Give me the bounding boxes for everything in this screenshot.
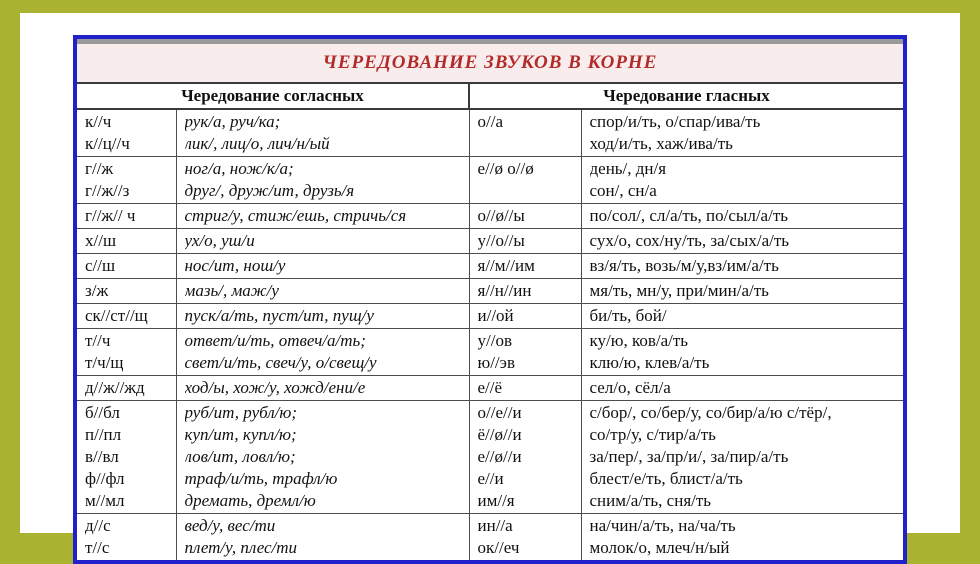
left-pattern-cell xyxy=(77,376,176,401)
right-pattern-cell xyxy=(469,376,581,401)
right-examples-cell xyxy=(581,304,903,329)
left-pattern-cell xyxy=(77,514,176,561)
left-pattern-cell xyxy=(77,204,176,229)
left-pattern-cell-line: м//мл xyxy=(85,491,125,510)
right-pattern-cell-line: ю//эв xyxy=(477,353,515,372)
left-examples-cell xyxy=(176,279,469,304)
right-examples-cell xyxy=(581,157,903,204)
table-row xyxy=(77,204,903,229)
right-pattern-cell-line: ин//а xyxy=(477,516,513,535)
alternation-grid xyxy=(77,84,903,560)
left-pattern-cell-line: г//ж xyxy=(85,159,114,178)
header-row xyxy=(77,84,903,109)
right-examples-cell-line: сух/о, сох/ну/ть, за/сых/а/ть xyxy=(589,231,790,250)
right-pattern-cell-line: ок//еч xyxy=(477,538,520,557)
left-pattern-cell-line: п//пл xyxy=(85,425,122,444)
right-examples-cell xyxy=(581,401,903,514)
right-pattern-cell xyxy=(469,254,581,279)
left-pattern-cell xyxy=(77,279,176,304)
right-pattern-cell-line: я//н//ин xyxy=(477,281,532,300)
right-examples-cell-line: блест/е/ть, блист/а/ть xyxy=(589,469,743,488)
right-pattern-cell-line: е//ø//и xyxy=(477,447,522,466)
right-examples-cell xyxy=(581,109,903,157)
left-examples-cell xyxy=(176,229,469,254)
left-pattern-cell-line: г//ж//з xyxy=(85,181,130,200)
right-examples-cell-line: ку/ю, ков/а/ть xyxy=(589,331,689,350)
right-examples-cell-line: вз/я/ть, возь/м/у,вз/им/а/ть xyxy=(589,256,779,275)
left-examples-cell-line: дремать, дремл/ю xyxy=(184,491,316,510)
right-examples-cell-line: день/, дн/я xyxy=(589,159,667,178)
right-pattern-cell-line: ё//ø//и xyxy=(477,425,522,444)
right-pattern-cell-line: о//ø//ы xyxy=(477,206,525,225)
left-examples-cell xyxy=(176,401,469,514)
left-examples-cell-line: вед/у, вес/ти xyxy=(184,516,276,535)
right-pattern-cell-line: е//ø о//ø xyxy=(477,159,534,178)
right-examples-cell-line: сним/а/ть, сня/ть xyxy=(589,491,712,510)
left-pattern-cell-line: т/ч/щ xyxy=(85,353,124,372)
column-header-consonants: Чередование согласных xyxy=(77,84,469,109)
left-pattern-cell-line: з/ж xyxy=(85,281,109,300)
left-examples-cell-line: лик/, лиц/о, лич/н/ый xyxy=(184,134,330,153)
left-examples-cell-line: траф/и/ть, трафл/ю xyxy=(184,469,338,488)
right-examples-cell xyxy=(581,329,903,376)
left-pattern-cell-line: с//ш xyxy=(85,256,116,275)
right-examples-cell-line: молок/о, млеч/н/ый xyxy=(589,538,730,557)
right-examples-cell-line: мя/ть, мн/у, при/мин/а/ть xyxy=(589,281,769,300)
table-row xyxy=(77,329,903,376)
left-pattern-cell xyxy=(77,109,176,157)
left-pattern-cell xyxy=(77,329,176,376)
right-examples-cell-line: со/тр/у, с/тир/а/ть xyxy=(589,425,716,444)
right-examples-cell xyxy=(581,376,903,401)
left-pattern-cell-line: к//ц//ч xyxy=(85,134,130,153)
right-examples-cell xyxy=(581,279,903,304)
left-pattern-cell-line: ф//фл xyxy=(85,469,125,488)
left-examples-cell-line: пуск/а/ть, пуст/ит, пущ/у xyxy=(184,306,374,325)
right-pattern-cell xyxy=(469,514,581,561)
right-pattern-cell-line: е//и xyxy=(477,469,504,488)
left-examples-cell-line: друг/, друж/ит, друзь/я xyxy=(184,181,355,200)
right-examples-cell xyxy=(581,514,903,561)
left-pattern-cell xyxy=(77,401,176,514)
right-examples-cell xyxy=(581,254,903,279)
left-examples-cell-line: ответ/и/ть, отвеч/а/ть; xyxy=(184,331,366,350)
left-pattern-cell-line: т//ч xyxy=(85,331,111,350)
left-examples-cell xyxy=(176,254,469,279)
left-examples-cell-line: ух/о, уш/и xyxy=(184,231,255,250)
left-pattern-cell xyxy=(77,254,176,279)
left-pattern-cell-line: х//ш xyxy=(85,231,117,250)
left-examples-cell xyxy=(176,376,469,401)
right-pattern-cell xyxy=(469,279,581,304)
left-pattern-cell-line: в//вл xyxy=(85,447,119,466)
column-header-vowels: Чередование гласных xyxy=(469,84,903,109)
page-title: ЧЕРЕДОВАНИЕ ЗВУКОВ В КОРНЕ xyxy=(322,52,658,73)
left-examples-cell-line: руб/ит, рубл/ю; xyxy=(184,403,298,422)
right-pattern-cell-line: у//о//ы xyxy=(477,231,525,250)
slide-inner-paper xyxy=(20,13,960,557)
left-examples-cell-line: лов/ит, ловл/ю; xyxy=(184,447,296,466)
left-pattern-cell-line: г//ж// ч xyxy=(85,206,136,225)
right-examples-cell-line: клю/ю, клев/а/ть xyxy=(589,353,710,372)
left-pattern-cell-line: т//с xyxy=(85,538,110,557)
table-title-bar xyxy=(77,39,903,84)
right-examples-cell-line: би/ть, бой/ xyxy=(589,306,667,325)
left-examples-cell-line: плет/у, плес/ти xyxy=(184,538,298,557)
left-examples-cell-line: мазь/, маж/у xyxy=(184,281,279,300)
left-examples-cell xyxy=(176,304,469,329)
right-pattern-cell xyxy=(469,204,581,229)
left-pattern-cell-line: ск//ст//щ xyxy=(85,306,148,325)
left-pattern-cell xyxy=(77,304,176,329)
right-examples-cell-line: спор/и/ть, о/спар/ива/ть xyxy=(589,112,761,131)
left-examples-cell-line: рук/а, руч/ка; xyxy=(184,112,281,131)
right-pattern-cell-line: о//а xyxy=(477,112,503,131)
right-examples-cell-line: по/сол/, сл/а/ть, по/сыл/а/ть xyxy=(589,206,788,225)
right-examples-cell-line: сон/, сн/а xyxy=(589,181,657,200)
right-pattern-cell-line: о//е//и xyxy=(477,403,522,422)
right-pattern-cell xyxy=(469,401,581,514)
right-examples-cell-line: ход/и/ть, хаж/ива/ть xyxy=(589,134,733,153)
table-row xyxy=(77,514,903,561)
right-pattern-cell xyxy=(469,229,581,254)
left-pattern-cell xyxy=(77,157,176,204)
right-pattern-cell-line: и//ой xyxy=(477,306,514,325)
left-pattern-cell-line: к//ч xyxy=(85,112,112,131)
left-examples-cell xyxy=(176,204,469,229)
right-examples-cell xyxy=(581,229,903,254)
right-pattern-cell-line: у//ов xyxy=(477,331,512,350)
right-pattern-cell xyxy=(469,157,581,204)
left-examples-cell xyxy=(176,157,469,204)
table-row xyxy=(77,401,903,514)
right-pattern-cell xyxy=(469,304,581,329)
left-pattern-cell-line: б//бл xyxy=(85,403,120,422)
right-pattern-cell-line: я//м//им xyxy=(477,256,535,275)
right-pattern-cell xyxy=(469,109,581,157)
left-pattern-cell xyxy=(77,229,176,254)
left-examples-cell xyxy=(176,514,469,561)
table-row xyxy=(77,109,903,157)
alternation-table xyxy=(73,35,907,564)
left-examples-cell-line: ног/а, нож/к/а; xyxy=(184,159,294,178)
table-row xyxy=(77,304,903,329)
table-row xyxy=(77,279,903,304)
right-examples-cell-line: на/чин/а/ть, на/ча/ть xyxy=(589,516,736,535)
right-pattern-cell-line: им//я xyxy=(477,491,515,510)
right-examples-cell-line: с/бор/, со/бер/у, со/бир/а/ю с/тёр/, xyxy=(589,403,832,422)
table-row xyxy=(77,254,903,279)
table-row xyxy=(77,229,903,254)
left-examples-cell xyxy=(176,109,469,157)
left-examples-cell-line: нос/ит, нош/у xyxy=(184,256,286,275)
table-row xyxy=(77,376,903,401)
left-examples-cell-line: свет/и/ть, свеч/у, о/свещ/у xyxy=(184,353,377,372)
right-examples-cell-line: сел/о, сёл/а xyxy=(589,378,671,397)
right-examples-cell-line: за/пер/, за/пр/и/, за/пир/а/ть xyxy=(589,447,789,466)
left-examples-cell-line: стриг/у, стиж/ешь, стричь/ся xyxy=(184,206,407,225)
left-pattern-cell-line: д//с xyxy=(85,516,111,535)
left-pattern-cell-line: д//ж//жд xyxy=(85,378,145,397)
table-body xyxy=(77,109,903,560)
right-examples-cell xyxy=(581,204,903,229)
table-row xyxy=(77,157,903,204)
right-pattern-cell-line: е//ё xyxy=(477,378,503,397)
left-examples-cell-line: куп/ит, купл/ю; xyxy=(184,425,297,444)
left-examples-cell xyxy=(176,329,469,376)
left-examples-cell-line: ход/ы, хож/у, хожд/ени/е xyxy=(184,378,366,397)
right-pattern-cell xyxy=(469,329,581,376)
